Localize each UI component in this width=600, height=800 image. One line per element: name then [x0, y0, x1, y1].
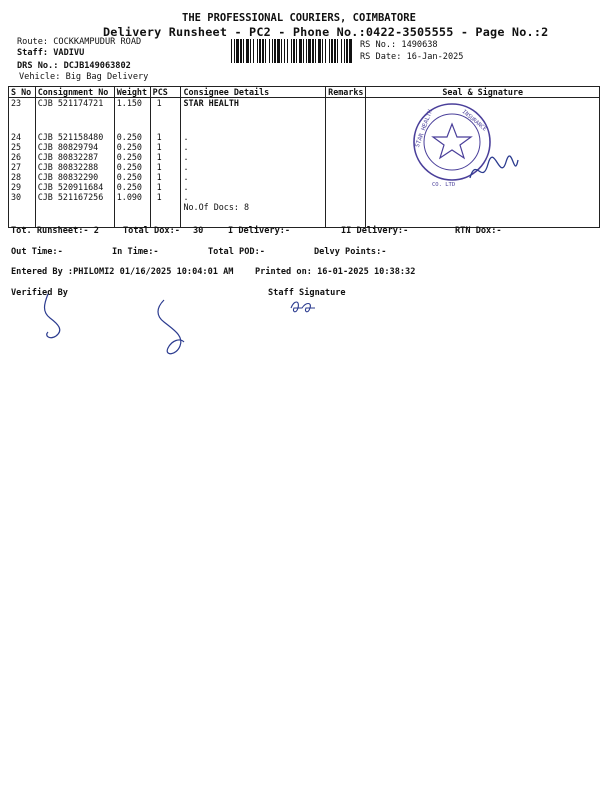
table-row-consignment: CJB 521167256 [37, 192, 104, 202]
verified-by: Verified By [11, 288, 68, 298]
table-row-consignment: CJB 80832290 [37, 172, 99, 182]
table-row-pcs: 1 [156, 192, 162, 202]
stamp-lettering: STAR HEALTH [413, 108, 435, 149]
table-row-pcs: 1 [156, 172, 162, 182]
total-dox-label: Total Dox:- [123, 226, 180, 236]
consignment-cell [35, 98, 114, 228]
table-row-sno: 23 [11, 98, 22, 108]
in-time: In Time:- [112, 247, 159, 257]
table-row-sno: 29 [11, 182, 22, 192]
table-row-consignee: . [183, 142, 189, 152]
out-time: Out Time:- [11, 247, 63, 257]
no-of-docs: No.Of Docs: 8 [183, 202, 250, 212]
table-row-sno: 28 [11, 172, 22, 182]
staff-label: Staff: VADIVU [17, 48, 85, 58]
company-name: THE PROFESSIONAL COURIERS, COIMBATORE [182, 12, 416, 24]
table-row-consignee: . [183, 132, 189, 142]
table-row-pcs: 1 [156, 98, 162, 108]
table-header [9, 87, 600, 98]
svg-text:INSURANCE: INSURANCE [460, 108, 488, 133]
table-row-sno: 24 [11, 132, 22, 142]
rtn-dox: RTN Dox:- [455, 226, 502, 236]
table-row-consignee: . [183, 182, 189, 192]
table-row-sno: 27 [11, 162, 22, 172]
col-weight: Weight [114, 87, 150, 98]
stamp-signature [470, 156, 518, 178]
verified-signature-2 [150, 298, 195, 360]
sno-cell [9, 98, 36, 228]
table-row-consignee: . [183, 152, 189, 162]
tot-runsheet: Tot. Runsheet:- 2 [11, 226, 99, 236]
pcs-cell [150, 98, 181, 228]
svg-text:CO. LTD: CO. LTD [432, 182, 456, 188]
col-remarks: Remarks [326, 87, 366, 98]
company-seal-stamp [410, 100, 520, 190]
barcode-icon [230, 39, 354, 63]
table-row-sno: 30 [11, 192, 22, 202]
vehicle-label: Vehicle: Big Bag Delivery [19, 72, 149, 82]
printed-on: Printed on: 16-01-2025 10:38:32 [255, 267, 416, 277]
rs-number: RS No.: 1490638 [360, 40, 438, 50]
table-row-pcs: 1 [156, 182, 162, 192]
table-row-weight: 1.090 [116, 192, 142, 202]
table-row-sno: 26 [11, 152, 22, 162]
table-row-weight: 0.250 [116, 172, 142, 182]
table-row-weight: 0.250 [116, 162, 142, 172]
table-row-weight: 0.250 [116, 182, 142, 192]
staff-signature-label: Staff Signature [268, 288, 346, 298]
rs-date: RS Date: 16-Jan-2025 [360, 52, 464, 62]
route-label: Route: COCKKAMPUDUR ROAD [17, 37, 142, 47]
runsheet-title: Delivery Runsheet - PC2 - Phone No.:0422-3505555 - Page No.:2 [103, 25, 549, 39]
drs-number: DRS No.: DCJB149063802 [17, 61, 131, 71]
table-row-pcs: 1 [156, 132, 162, 142]
table-row-weight: 0.250 [116, 142, 142, 152]
remarks-cell [326, 98, 366, 228]
consignee-cell [181, 98, 326, 228]
col-pcs: PCS [150, 87, 181, 98]
total-pod: Total POD:- [208, 247, 265, 257]
table-row-pcs: 1 [156, 162, 162, 172]
table-row-pcs: 1 [156, 152, 162, 162]
i-delivery: I Delivery:- [228, 226, 291, 236]
table-row-consignee: . [183, 192, 189, 202]
table-row-consignment: CJB 521158480 [37, 132, 104, 142]
table-row-sno: 25 [11, 142, 22, 152]
staff-signature-mark [288, 298, 318, 316]
table-row-consignee: STAR HEALTH [183, 98, 239, 108]
verified-signature [36, 292, 76, 342]
col-consignee: Consignee Details [181, 87, 326, 98]
col-sno: S No [9, 87, 36, 98]
ii-delivery: II Delivery:- [341, 226, 409, 236]
table-row-weight: 1.150 [116, 98, 142, 108]
table-row-consignee: . [183, 162, 189, 172]
col-consignment: Consignment No [35, 87, 114, 98]
table-row-consignment: CJB 520911684 [37, 182, 104, 192]
table-row-consignment: CJB 80832287 [37, 152, 99, 162]
table-row-consignment: CJB 521174721 [37, 98, 104, 108]
table-row-weight: 0.250 [116, 132, 142, 142]
table-row-consignee: . [183, 172, 189, 182]
table-row-consignment: CJB 80832288 [37, 162, 99, 172]
table-row-consignment: CJB 80829794 [37, 142, 99, 152]
col-seal: Seal & Signature [366, 87, 600, 98]
delvy-points: Delvy Points:- [314, 247, 387, 257]
entered-by: Entered By :PHILOMI2 01/16/2025 10:04:01 AM [11, 267, 234, 277]
weight-cell [114, 98, 150, 228]
table-row-weight: 0.250 [116, 152, 142, 162]
total-dox-value: 30 [193, 226, 204, 236]
table-row-pcs: 1 [156, 142, 162, 152]
